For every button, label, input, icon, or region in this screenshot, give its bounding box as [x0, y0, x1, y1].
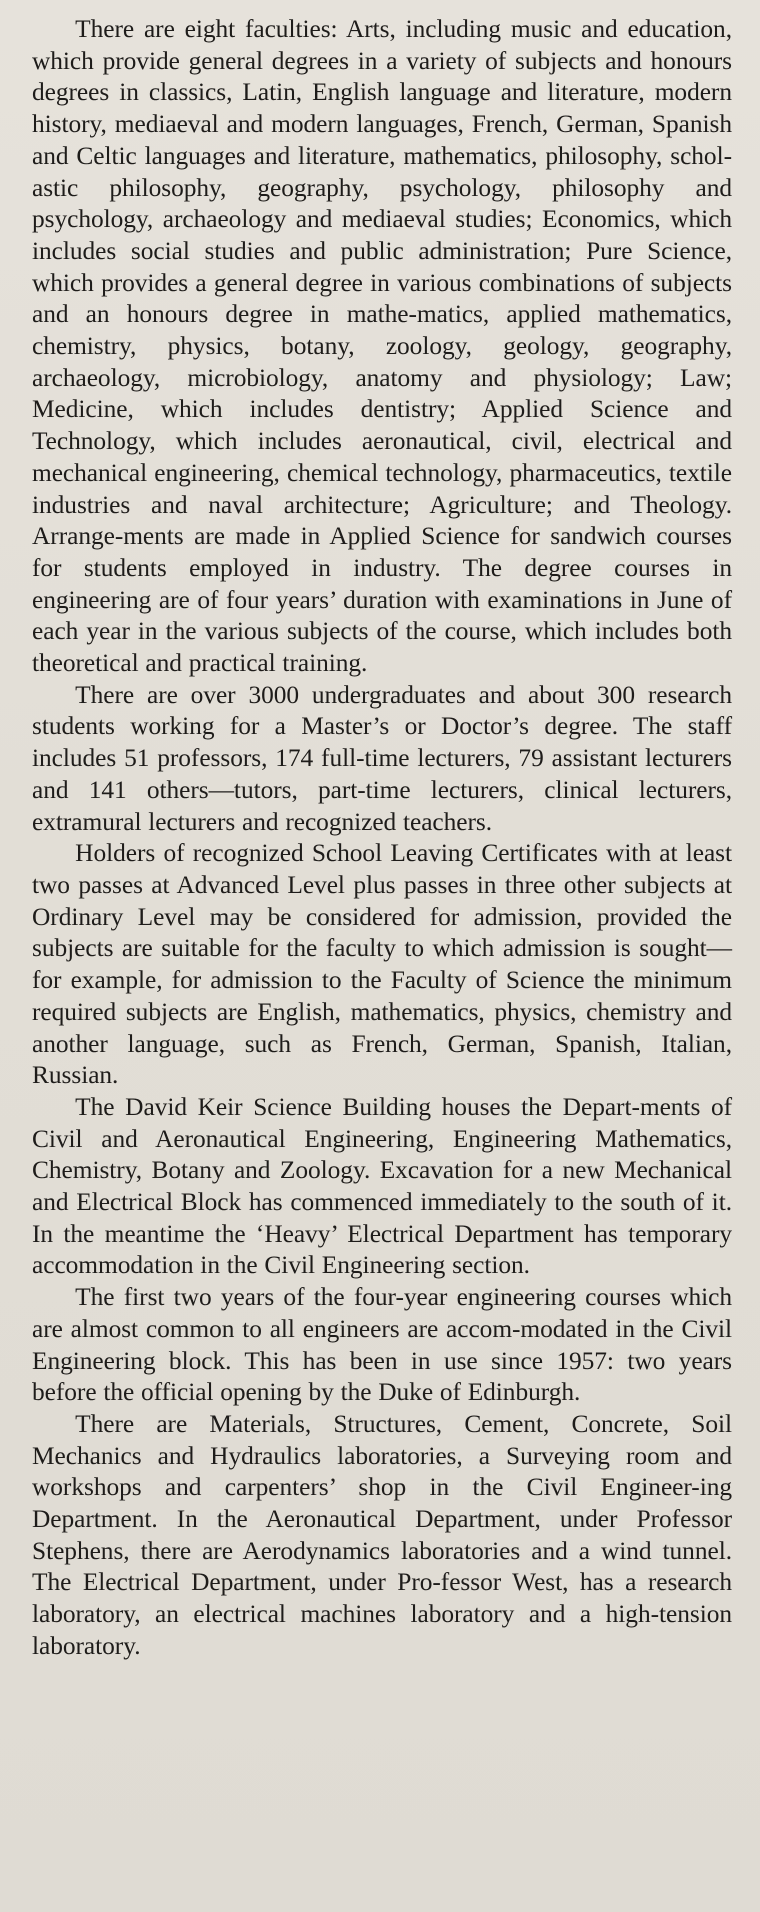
paragraph-faculties: There are eight faculties: Arts, including music and education, which provide general degrees in a variety of subjects and honours degrees in classics, Latin, English language and literature, modern history, mediaeval and modern languages, French, German, Spanish and Celtic languages and literature, mathematics, philosophy, schol-astic philosophy, geography, psychology, philosophy and psychology, archaeology and mediaeval studies; Economics, which includes social studies and public administration; Pure Science, which provides a general degree in various combinations of subjects and an honours degree in mathe-matics, applied mathematics, chemistry, physics, botany, zoology, geology, geography, archaeology, microbiology, anatomy and physiology; Law; Medicine, which includes dentistry; Applied Science and Technology, which includes aeronautical, civil, electrical and mechanical engineering, chemical technology, pharmaceutics, textile industries and naval architecture; Agriculture; and Theology. Arrange-ments are made in Applied Science for sandwich courses for students employed in industry. The degree courses in engineering are of four years’ duration with examinations in June of each year in the various subjects of the course, which includes both theoretical and practical training. [32, 15, 732, 678]
paragraph-admission: Holders of recognized School Leaving Certificates with at least two passes at Advanced Level plus passes in three other subjects at Ordinary Level may be considered for admission, provided the subjects are suitable for the faculty to which admission is sought—for example, for admission to the Faculty of Science the minimum required subjects are English, mathematics, physics, chemistry and another language, such as French, German, Spanish, Italian, Russian. [32, 839, 732, 1090]
paragraph-science-building: The David Keir Science Building houses the Depart-ments of Civil and Aeronautical Engineering, Engineering Mathematics, Chemistry, Botany and Zoology. Excavation for a new Mechanical and Electrical Block has commenced immediately to the south of it. In the meantime the ‘Heavy’ Electrical Department has temporary accommodation in the Civil Engineering section. [32, 1092, 732, 1280]
paragraph-students-staff: There are over 3000 undergraduates and about 300 research students working for a Master’s or Doctor’s degree. The staff includes 51 professors, 174 full-time lecturers, 79 assistant lecturers and 141 others—tutors, part-time lecturers, clinical lecturers, extramural lecturers and recognized teachers. [32, 680, 732, 836]
paragraph-engineering-courses: The first two years of the four-year engineering courses which are almost common to all engineers are accom-modated in the Civil Engineering block. This has been in use since 1957: two years before the official opening by the Duke of Edinburgh. [32, 1283, 732, 1407]
paragraph-laboratories: There are Materials, Structures, Cement, Concrete, Soil Mechanics and Hydraulics laboratories, a Surveying room and workshops and carpenters’ shop in the Civil Engineer-ing Department. In the Aeronautical Department, under Professor Stephens, there are Aerodynamics laboratories and a wind tunnel. The Electrical Department, under Pro-fessor West, has a research laboratory, an electrical machines laboratory and a high-tension laboratory. [32, 1409, 732, 1660]
